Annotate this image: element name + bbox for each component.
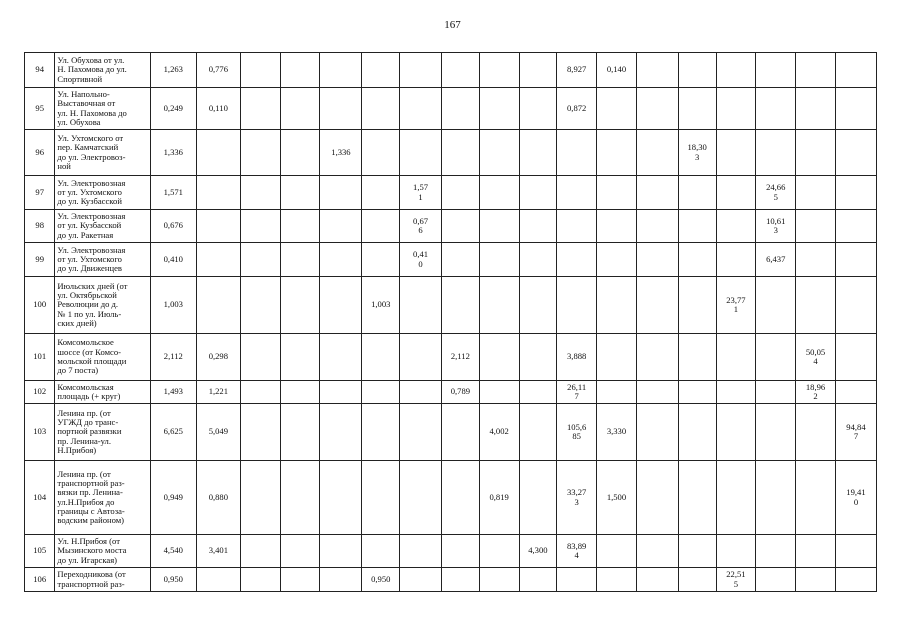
value-cell-4: [280, 210, 320, 243]
value-cell-3: [240, 176, 280, 210]
value-cell-1: 1,336: [150, 130, 196, 176]
value-cell-14: 18,30 3: [678, 130, 716, 176]
value-cell-4: [280, 53, 320, 88]
value-cell-2: 1,221: [196, 381, 240, 404]
value-cell-15: [716, 381, 756, 404]
table-row: [25, 53, 877, 88]
value-cell-1: 0,949: [150, 461, 196, 535]
value-cell-1: 0,410: [150, 243, 196, 277]
value-cell-9: [479, 88, 519, 130]
value-cell-16: [756, 535, 796, 568]
value-cell-8: [442, 243, 480, 277]
value-cell-8: [442, 130, 480, 176]
value-cell-15: [716, 130, 756, 176]
value-cell-18: 19,41 0: [835, 461, 876, 535]
value-cell-3: [240, 88, 280, 130]
value-cell-14: [678, 334, 716, 381]
value-cell-11: 105,6 85: [557, 404, 597, 461]
value-cell-16: [756, 568, 796, 592]
value-cell-17: [796, 88, 836, 130]
value-cell-8: [442, 404, 480, 461]
value-cell-9: [479, 334, 519, 381]
value-cell-7: [400, 334, 442, 381]
value-cell-10: [519, 277, 557, 334]
row-number-cell: 100: [25, 277, 55, 334]
value-cell-17: [796, 210, 836, 243]
value-cell-15: [716, 210, 756, 243]
value-cell-6: 1,003: [362, 277, 400, 334]
value-cell-9: [479, 176, 519, 210]
value-cell-3: [240, 535, 280, 568]
value-cell-13: [636, 535, 678, 568]
value-cell-11: [557, 210, 597, 243]
table-row: [25, 243, 877, 277]
value-cell-12: [597, 130, 637, 176]
value-cell-16: 24,66 5: [756, 176, 796, 210]
value-cell-10: [519, 461, 557, 535]
table-row: [25, 210, 877, 243]
street-name-cell: Комсомольское шоссе (от Комсо- мольской площади до 7 поста): [55, 334, 150, 381]
value-cell-12: [597, 568, 637, 592]
value-cell-14: [678, 53, 716, 88]
value-cell-18: [835, 277, 876, 334]
value-cell-18: [835, 176, 876, 210]
value-cell-17: [796, 461, 836, 535]
value-cell-16: [756, 53, 796, 88]
value-cell-8: [442, 210, 480, 243]
value-cell-14: [678, 381, 716, 404]
value-cell-9: [479, 53, 519, 88]
street-name-cell: Ул. Напольно- Выставочная от ул. Н. Пахомова до ул. Обухова: [55, 88, 150, 130]
value-cell-13: [636, 568, 678, 592]
value-cell-13: [636, 461, 678, 535]
value-cell-5: [320, 53, 362, 88]
value-cell-5: [320, 243, 362, 277]
row-number-cell: 104: [25, 461, 55, 535]
value-cell-1: 1,263: [150, 53, 196, 88]
value-cell-11: 83,89 4: [557, 535, 597, 568]
value-cell-4: [280, 130, 320, 176]
value-cell-1: 2,112: [150, 334, 196, 381]
row-number-cell: 105: [25, 535, 55, 568]
street-name-cell: Ул. Ухтомского от пер. Камчатский до ул. Электровоз- ной: [55, 130, 150, 176]
value-cell-2: 0,776: [196, 53, 240, 88]
table-row: [25, 404, 877, 461]
street-name-cell: Июльских дней (от ул. Октябрьской Революции до д. № 1 по ул. Июль- ских дней): [55, 277, 150, 334]
value-cell-9: [479, 210, 519, 243]
value-cell-6: [362, 381, 400, 404]
value-cell-4: [280, 243, 320, 277]
value-cell-7: 1,57 1: [400, 176, 442, 210]
value-cell-5: [320, 88, 362, 130]
value-cell-8: [442, 461, 480, 535]
value-cell-2: [196, 568, 240, 592]
value-cell-12: [597, 176, 637, 210]
value-cell-2: 3,401: [196, 535, 240, 568]
value-cell-8: [442, 53, 480, 88]
street-name-cell: Ленина пр. (от транспортной раз- вязки пр. Ленина- ул.Н.Прибоя до границы с Автоза- водским районом): [55, 461, 150, 535]
value-cell-13: [636, 404, 678, 461]
value-cell-16: [756, 334, 796, 381]
value-cell-13: [636, 334, 678, 381]
value-cell-15: [716, 535, 756, 568]
value-cell-18: 94,84 7: [835, 404, 876, 461]
value-cell-12: 1,500: [597, 461, 637, 535]
value-cell-10: [519, 334, 557, 381]
value-cell-18: [835, 381, 876, 404]
value-cell-4: [280, 277, 320, 334]
value-cell-11: 0,872: [557, 88, 597, 130]
value-cell-4: [280, 381, 320, 404]
value-cell-9: 4,002: [479, 404, 519, 461]
value-cell-8: [442, 176, 480, 210]
table-row: [25, 381, 877, 404]
value-cell-13: [636, 210, 678, 243]
value-cell-10: [519, 381, 557, 404]
row-number-cell: 103: [25, 404, 55, 461]
row-number-cell: 94: [25, 53, 55, 88]
value-cell-7: 0,67 6: [400, 210, 442, 243]
value-cell-15: [716, 334, 756, 381]
value-cell-15: [716, 53, 756, 88]
row-number-cell: 101: [25, 334, 55, 381]
row-number-cell: 96: [25, 130, 55, 176]
value-cell-7: [400, 88, 442, 130]
value-cell-12: 3,330: [597, 404, 637, 461]
value-cell-4: [280, 334, 320, 381]
value-cell-6: [362, 130, 400, 176]
table-row: [25, 176, 877, 210]
value-cell-6: 0,950: [362, 568, 400, 592]
value-cell-1: 1,493: [150, 381, 196, 404]
value-cell-15: 22,51 5: [716, 568, 756, 592]
value-cell-14: [678, 461, 716, 535]
value-cell-17: 50,05 4: [796, 334, 836, 381]
value-cell-5: [320, 210, 362, 243]
value-cell-2: 0,110: [196, 88, 240, 130]
value-cell-18: [835, 53, 876, 88]
value-cell-18: [835, 568, 876, 592]
street-name-cell: Ул. Электровозная от ул. Кузбасской до ул. Ракетная: [55, 210, 150, 243]
value-cell-17: [796, 176, 836, 210]
table-row: [25, 130, 877, 176]
value-cell-17: [796, 277, 836, 334]
value-cell-18: [835, 210, 876, 243]
value-cell-9: [479, 130, 519, 176]
value-cell-18: [835, 535, 876, 568]
value-cell-2: [196, 243, 240, 277]
value-cell-3: [240, 461, 280, 535]
value-cell-12: [597, 277, 637, 334]
row-number-cell: 99: [25, 243, 55, 277]
value-cell-9: [479, 535, 519, 568]
value-cell-7: [400, 381, 442, 404]
value-cell-18: [835, 130, 876, 176]
value-cell-11: [557, 130, 597, 176]
value-cell-6: [362, 88, 400, 130]
value-cell-3: [240, 568, 280, 592]
value-cell-6: [362, 243, 400, 277]
street-name-cell: Ул. Электровозная от ул. Ухтомского до ул. Движенцев: [55, 243, 150, 277]
street-name-cell: Ленина пр. (от УГЖД до транс- портной развязки пр. Ленина-ул. Н.Прибоя): [55, 404, 150, 461]
value-cell-7: [400, 404, 442, 461]
value-cell-11: 26,11 7: [557, 381, 597, 404]
value-cell-1: 4,540: [150, 535, 196, 568]
value-cell-10: [519, 243, 557, 277]
value-cell-10: [519, 210, 557, 243]
value-cell-1: 0,249: [150, 88, 196, 130]
table-row: [25, 334, 877, 381]
value-cell-5: [320, 404, 362, 461]
value-cell-9: [479, 381, 519, 404]
value-cell-6: [362, 404, 400, 461]
value-cell-11: [557, 568, 597, 592]
value-cell-8: 0,789: [442, 381, 480, 404]
value-cell-5: [320, 176, 362, 210]
table-row: [25, 88, 877, 130]
value-cell-2: [196, 277, 240, 334]
row-number-cell: 95: [25, 88, 55, 130]
value-cell-18: [835, 334, 876, 381]
value-cell-7: [400, 568, 442, 592]
value-cell-17: [796, 53, 836, 88]
value-cell-15: [716, 176, 756, 210]
value-cell-9: [479, 277, 519, 334]
value-cell-7: [400, 130, 442, 176]
value-cell-11: [557, 243, 597, 277]
value-cell-4: [280, 535, 320, 568]
row-number-cell: 106: [25, 568, 55, 592]
value-cell-15: [716, 404, 756, 461]
value-cell-4: [280, 461, 320, 535]
value-cell-5: [320, 535, 362, 568]
value-cell-13: [636, 176, 678, 210]
value-cell-5: [320, 381, 362, 404]
value-cell-3: [240, 277, 280, 334]
value-cell-10: [519, 176, 557, 210]
street-name-cell: Ул. Электровозная от ул. Ухтомского до ул. Кузбасской: [55, 176, 150, 210]
value-cell-14: [678, 176, 716, 210]
value-cell-17: [796, 568, 836, 592]
value-cell-11: [557, 277, 597, 334]
value-cell-13: [636, 88, 678, 130]
value-cell-8: [442, 277, 480, 334]
value-cell-7: [400, 535, 442, 568]
table-row: [25, 461, 877, 535]
value-cell-17: [796, 404, 836, 461]
value-cell-17: [796, 535, 836, 568]
value-cell-5: [320, 568, 362, 592]
value-cell-3: [240, 53, 280, 88]
value-cell-1: 6,625: [150, 404, 196, 461]
value-cell-1: 1,003: [150, 277, 196, 334]
value-cell-12: [597, 535, 637, 568]
value-cell-16: [756, 381, 796, 404]
table-body: [25, 53, 877, 592]
value-cell-3: [240, 210, 280, 243]
value-cell-12: 0,140: [597, 53, 637, 88]
value-cell-11: 3,888: [557, 334, 597, 381]
value-cell-8: [442, 568, 480, 592]
data-table: [24, 52, 877, 592]
value-cell-1: 1,571: [150, 176, 196, 210]
value-cell-9: [479, 243, 519, 277]
value-cell-3: [240, 334, 280, 381]
value-cell-13: [636, 277, 678, 334]
value-cell-12: [597, 334, 637, 381]
value-cell-2: [196, 130, 240, 176]
value-cell-9: 0,819: [479, 461, 519, 535]
value-cell-5: [320, 277, 362, 334]
value-cell-1: 0,950: [150, 568, 196, 592]
value-cell-10: [519, 130, 557, 176]
value-cell-15: [716, 461, 756, 535]
value-cell-5: 1,336: [320, 130, 362, 176]
value-cell-7: [400, 277, 442, 334]
value-cell-17: [796, 130, 836, 176]
row-number-cell: 97: [25, 176, 55, 210]
value-cell-7: [400, 461, 442, 535]
value-cell-16: [756, 277, 796, 334]
value-cell-9: [479, 568, 519, 592]
value-cell-13: [636, 381, 678, 404]
value-cell-6: [362, 210, 400, 243]
value-cell-6: [362, 461, 400, 535]
value-cell-2: [196, 210, 240, 243]
value-cell-3: [240, 243, 280, 277]
value-cell-7: [400, 53, 442, 88]
page-number: 167: [444, 19, 461, 31]
value-cell-4: [280, 176, 320, 210]
value-cell-10: [519, 88, 557, 130]
value-cell-14: [678, 243, 716, 277]
table-row: [25, 568, 877, 592]
value-cell-16: [756, 404, 796, 461]
street-name-cell: Ул. Обухова от ул. Н. Пахомова до ул. Спортивной: [55, 53, 150, 88]
value-cell-4: [280, 404, 320, 461]
value-cell-18: [835, 243, 876, 277]
value-cell-12: [597, 88, 637, 130]
table-row: [25, 535, 877, 568]
value-cell-4: [280, 568, 320, 592]
value-cell-14: [678, 568, 716, 592]
row-number-cell: 98: [25, 210, 55, 243]
value-cell-16: [756, 461, 796, 535]
value-cell-13: [636, 243, 678, 277]
value-cell-12: [597, 243, 637, 277]
value-cell-14: [678, 210, 716, 243]
value-cell-13: [636, 130, 678, 176]
value-cell-3: [240, 404, 280, 461]
value-cell-2: [196, 176, 240, 210]
street-name-cell: Ул. Н.Прибоя (от Мызинского моста до ул. Игарская): [55, 535, 150, 568]
value-cell-15: [716, 243, 756, 277]
value-cell-10: [519, 568, 557, 592]
value-cell-6: [362, 535, 400, 568]
table-row: [25, 277, 877, 334]
value-cell-8: [442, 88, 480, 130]
value-cell-6: [362, 176, 400, 210]
value-cell-15: 23,77 1: [716, 277, 756, 334]
value-cell-14: [678, 535, 716, 568]
value-cell-11: 8,927: [557, 53, 597, 88]
value-cell-5: [320, 461, 362, 535]
value-cell-13: [636, 53, 678, 88]
street-name-cell: Комсомольская площадь (+ круг): [55, 381, 150, 404]
value-cell-11: [557, 176, 597, 210]
value-cell-6: [362, 53, 400, 88]
value-cell-14: [678, 277, 716, 334]
value-cell-16: 10,61 3: [756, 210, 796, 243]
value-cell-14: [678, 88, 716, 130]
value-cell-14: [678, 404, 716, 461]
value-cell-5: [320, 334, 362, 381]
street-name-cell: Переходникова (от транспортной раз-: [55, 568, 150, 592]
value-cell-10: 4,300: [519, 535, 557, 568]
value-cell-11: 33,27 3: [557, 461, 597, 535]
value-cell-12: [597, 381, 637, 404]
row-number-cell: 102: [25, 381, 55, 404]
value-cell-3: [240, 381, 280, 404]
value-cell-1: 0,676: [150, 210, 196, 243]
value-cell-16: 6,437: [756, 243, 796, 277]
value-cell-16: [756, 130, 796, 176]
value-cell-18: [835, 88, 876, 130]
value-cell-3: [240, 130, 280, 176]
value-cell-15: [716, 88, 756, 130]
value-cell-8: [442, 535, 480, 568]
value-cell-6: [362, 334, 400, 381]
value-cell-8: 2,112: [442, 334, 480, 381]
value-cell-17: 18,96 2: [796, 381, 836, 404]
value-cell-7: 0,41 0: [400, 243, 442, 277]
value-cell-10: [519, 404, 557, 461]
value-cell-2: 0,298: [196, 334, 240, 381]
value-cell-10: [519, 53, 557, 88]
value-cell-4: [280, 88, 320, 130]
value-cell-17: [796, 243, 836, 277]
value-cell-2: 5,049: [196, 404, 240, 461]
value-cell-16: [756, 88, 796, 130]
value-cell-2: 0,880: [196, 461, 240, 535]
value-cell-12: [597, 210, 637, 243]
